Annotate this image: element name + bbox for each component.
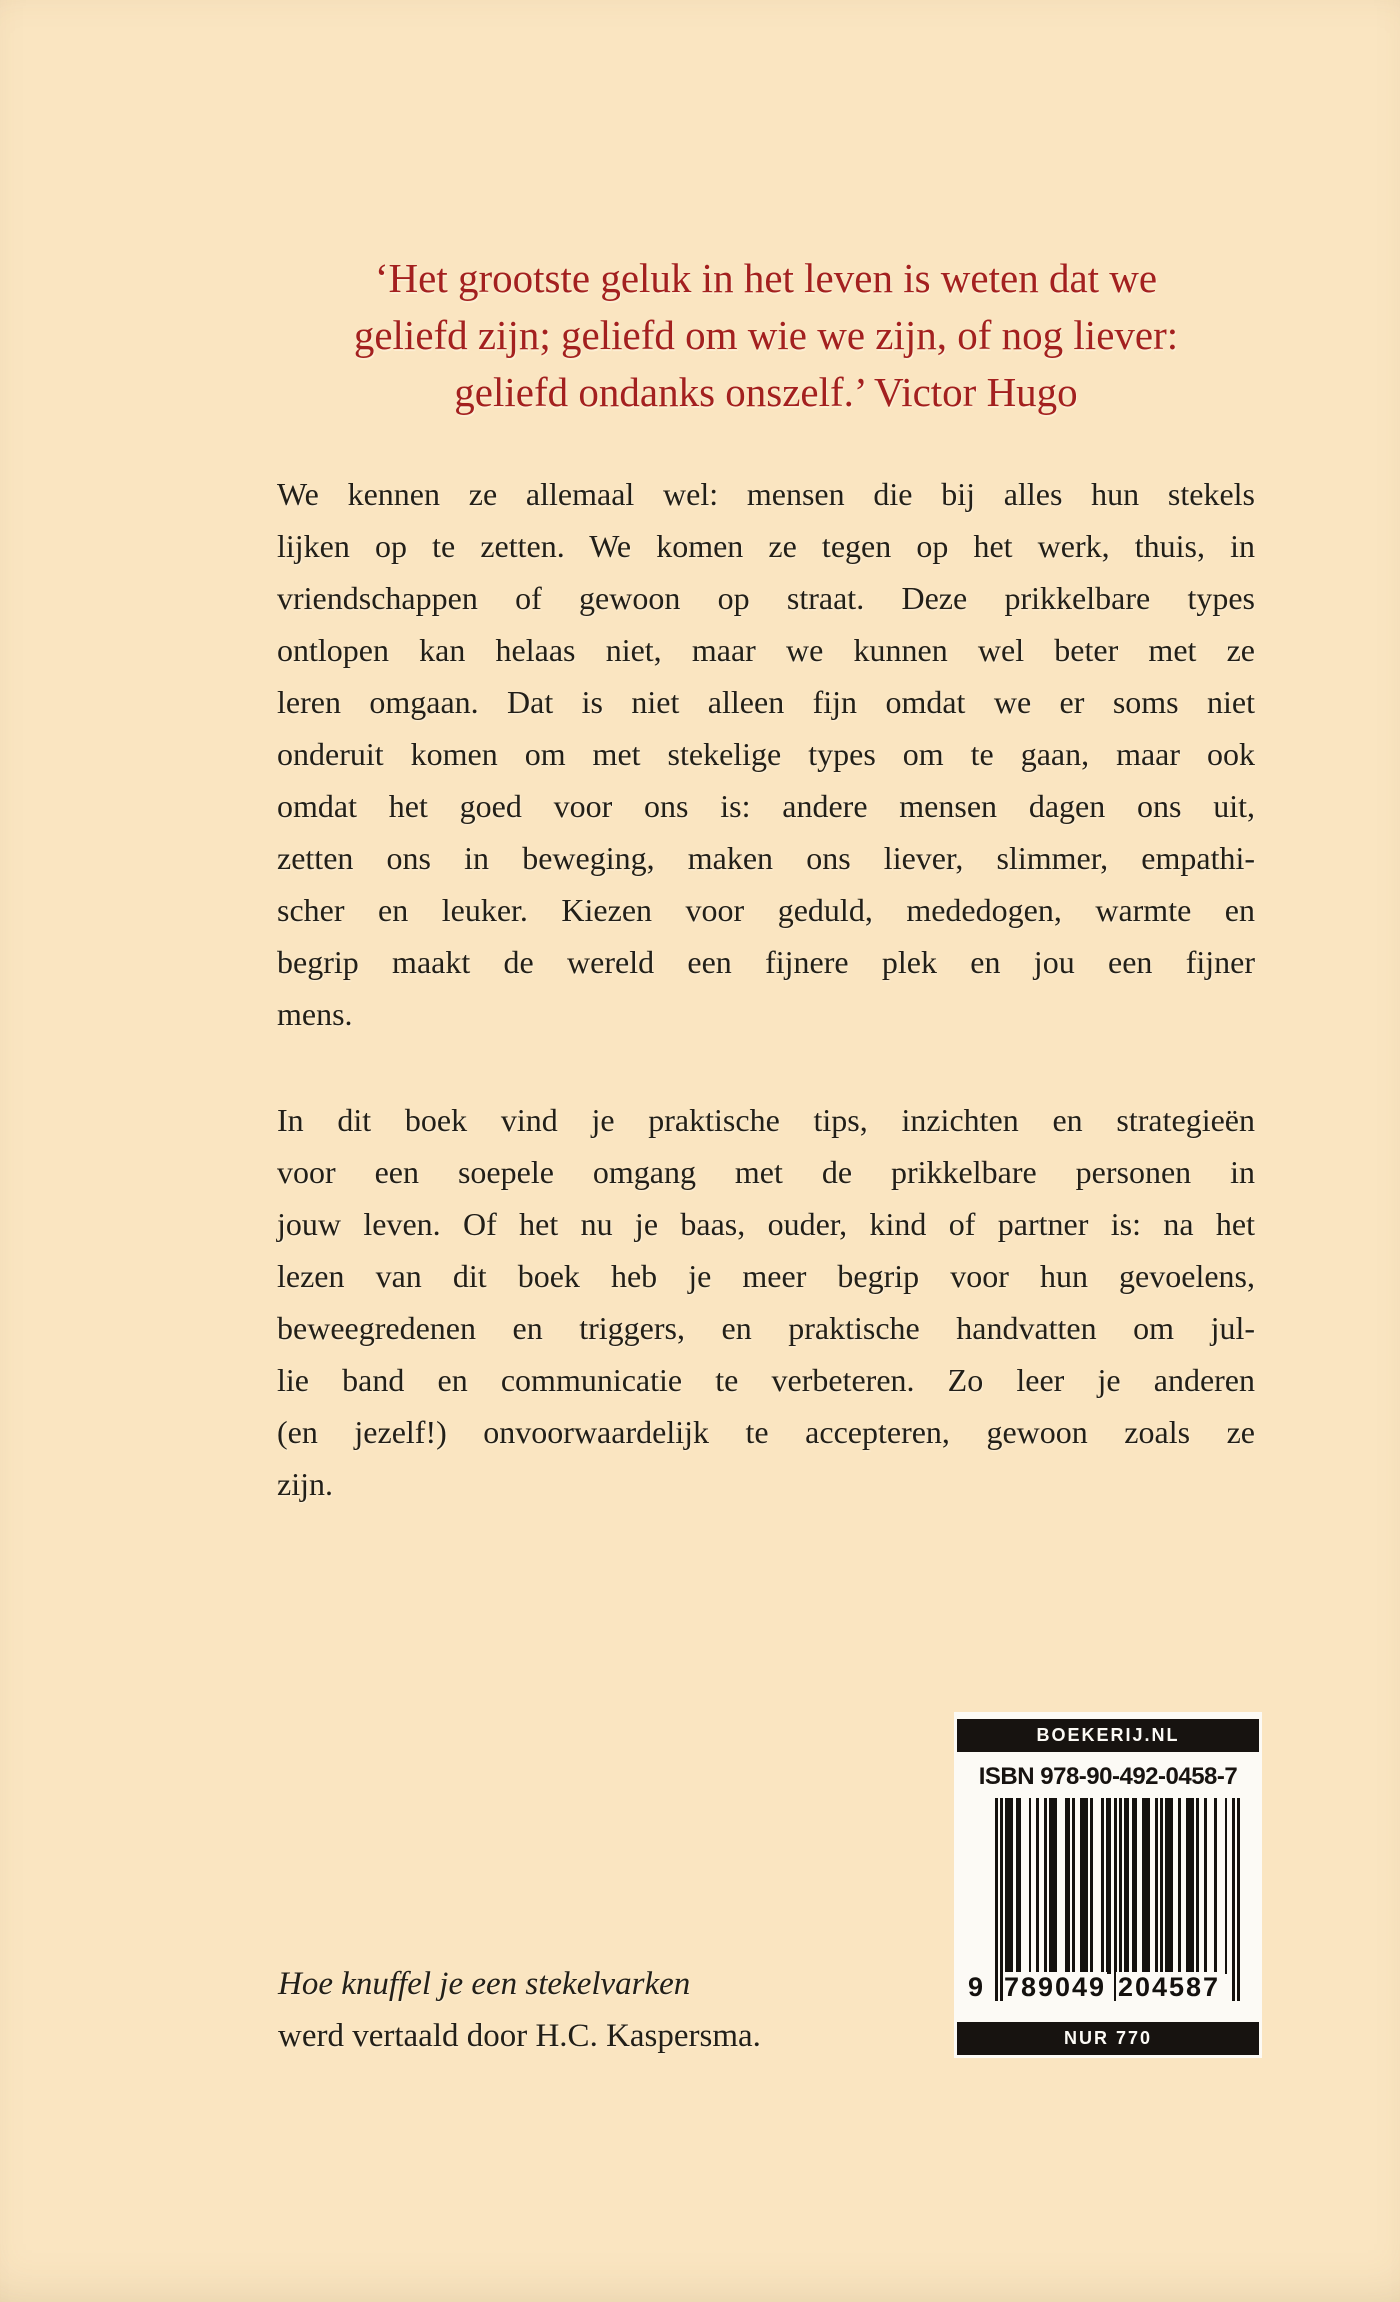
text-line: lezen van dit boek heb je meer begrip voor hun gevoelens, bbox=[277, 1258, 1255, 1294]
book-title-italic: Hoe knuffel je een stekelvarken bbox=[278, 1966, 691, 2002]
barcode-digits-group2: 204587 bbox=[1117, 1972, 1221, 2002]
barcode-bar bbox=[1225, 1798, 1228, 1974]
text-line: geliefd zijn; geliefd om wie we zijn, of nog liever: bbox=[353, 312, 1179, 358]
nur-code: NUR 770 bbox=[1063, 2028, 1153, 2048]
text-line: omdat het goed voor ons is: andere mensen dagen ons uit, bbox=[277, 788, 1255, 824]
barcode-bar bbox=[1049, 1798, 1057, 1974]
text-line: ontlopen kan helaas niet, maar we kunnen wel beter met ze bbox=[277, 632, 1255, 668]
barcode-bar bbox=[1036, 1798, 1039, 1974]
text-line: voor een soepele omgang met de prikkelbare personen in bbox=[277, 1154, 1255, 1190]
barcode-bar bbox=[1044, 1798, 1047, 1974]
barcode-bar bbox=[1165, 1798, 1173, 1974]
barcode-digits-group1: 789049 bbox=[1003, 1972, 1107, 2002]
barcode-bar bbox=[1000, 1798, 1003, 2001]
text-line: ‘Het grootste geluk in het leven is weten dat we bbox=[374, 255, 1158, 301]
text-line: jouw leven. Of het nu je baas, ouder, kind of partner is: na het bbox=[277, 1206, 1255, 1242]
barcode-bar bbox=[1119, 1798, 1122, 2001]
barcode-bar bbox=[1090, 1798, 1093, 1974]
publisher-name: BOEKERIJ.NL bbox=[1036, 1725, 1180, 1745]
barcode-digit-left: 9 bbox=[968, 1972, 984, 2002]
text-line: zijn. bbox=[277, 1466, 333, 1502]
barcode-bar bbox=[1016, 1798, 1022, 1974]
text-line: beweegredenen en triggers, en praktische handvatten om jul- bbox=[277, 1310, 1255, 1346]
barcode-bar bbox=[1214, 1798, 1217, 1974]
translator-colophon bbox=[278, 1958, 761, 2062]
text-line: zetten ons in beweging, maken ons liever, slimmer, empathi- bbox=[277, 840, 1255, 876]
barcode-bar bbox=[1178, 1798, 1181, 1974]
barcode-bar bbox=[1114, 1798, 1117, 2001]
isbn-barcode-label bbox=[954, 1712, 1262, 2058]
text-line: We kennen ze allemaal wel: mensen die bij alles hun stekels bbox=[277, 476, 1255, 512]
nur-bar bbox=[957, 2022, 1259, 2055]
victor-hugo-quote bbox=[277, 250, 1255, 421]
blurb-paragraph-2 bbox=[277, 1094, 1255, 1510]
isbn-number: ISBN 978-90-492-0458-7 bbox=[978, 1763, 1238, 1790]
barcode-bar bbox=[1101, 1798, 1104, 1974]
barcode-bar bbox=[1029, 1798, 1032, 1974]
barcode-bar bbox=[1232, 1798, 1235, 2001]
barcode-bar bbox=[1065, 1798, 1071, 1974]
text-line: begrip maakt de wereld een fijnere plek en jou een fijner bbox=[277, 944, 1255, 980]
barcode-bar bbox=[1237, 1798, 1240, 2001]
text-line: scher en leuker. Kiezen voor geduld, mededogen, warmte en bbox=[277, 892, 1255, 928]
barcode-bar bbox=[1072, 1798, 1075, 1974]
text-line: lijken op te zetten. We komen ze tegen op het werk, thuis, in bbox=[277, 528, 1255, 564]
text-line: mens. bbox=[277, 996, 353, 1032]
text-line: leren omgaan. Dat is niet alleen fijn omdat we er soms niet bbox=[277, 684, 1255, 720]
text-line: In dit boek vind je praktische tips, inzichten en strategieën bbox=[277, 1102, 1255, 1138]
barcode-bar bbox=[1155, 1798, 1158, 1974]
barcode-bar bbox=[1160, 1798, 1163, 1974]
barcode-bar bbox=[1204, 1798, 1207, 1974]
text-line: onderuit komen om met stekelige types om te gaan, maar ook bbox=[277, 736, 1255, 772]
text-line: lie band en communicatie te verbeteren. Zo leer je anderen bbox=[277, 1362, 1255, 1398]
text-line: vriendschappen of gewoon op straat. Deze prikkelbare types bbox=[277, 580, 1255, 616]
ean13-barcode bbox=[968, 1798, 1240, 2003]
barcode-bar bbox=[1005, 1798, 1013, 1974]
barcode-bar bbox=[995, 1798, 998, 2001]
text-line: geliefd ondanks onszelf.’ Victor Hugo bbox=[454, 369, 1078, 415]
barcode-bar bbox=[1106, 1798, 1112, 1974]
barcode-bar bbox=[1124, 1798, 1130, 1974]
translation-credit: werd vertaald door H.C. Kaspersma. bbox=[278, 2018, 761, 2054]
barcode-bar bbox=[1186, 1798, 1194, 1974]
barcode-bar bbox=[1196, 1798, 1199, 1974]
barcode-bar bbox=[1142, 1798, 1150, 1974]
barcode-bar bbox=[1132, 1798, 1138, 1974]
barcode-bar bbox=[1080, 1798, 1088, 1974]
publisher-bar bbox=[957, 1719, 1259, 1752]
text-line: (en jezelf!) onvoorwaardelijk te accepteren, gewoon zoals ze bbox=[277, 1414, 1255, 1450]
blurb-paragraph-1 bbox=[277, 468, 1255, 1040]
